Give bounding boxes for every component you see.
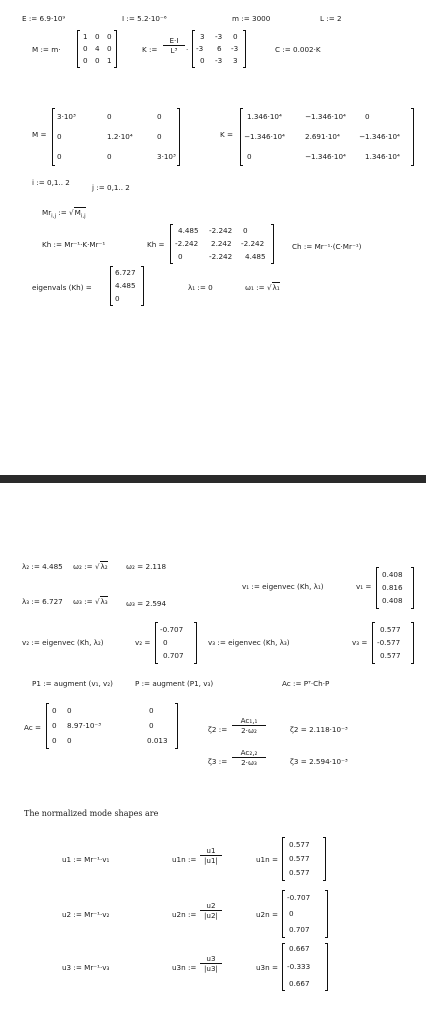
vector-cell: 0.408 xyxy=(382,570,403,579)
matrix-cell: -3 xyxy=(215,56,223,65)
Kh-definition: Kh := Mr⁻¹·K·Mr⁻¹ xyxy=(42,240,106,249)
M-value-matrix xyxy=(52,108,180,166)
matrix-cell: 0 xyxy=(57,132,62,141)
zeta3-assign-label: ζ3 := xyxy=(208,757,228,766)
vector-cell: -0.707 xyxy=(160,625,184,634)
omega2-value: ω₂ = 2.118 xyxy=(126,562,167,571)
matrix-cell: 3·10³ xyxy=(157,152,176,161)
u3n-vector xyxy=(282,943,328,991)
matrix-cell: 0 xyxy=(95,56,100,65)
matrix-cell: −1.346·10⁴ xyxy=(305,112,346,121)
zeta3-numerator: Ac₂,₂ xyxy=(232,748,266,758)
lambda2-definition: λ₂ := 4.485 xyxy=(22,562,63,571)
K-numerator: E·I xyxy=(163,36,185,46)
v2-value-label: v₂ = xyxy=(135,638,151,647)
zeta2-denominator: 2·ω₂ xyxy=(241,726,257,735)
K-assign-label: K := xyxy=(142,45,158,54)
matrix-cell: 1.346·10⁴ xyxy=(247,112,282,121)
matrix-cell: 1 xyxy=(83,32,88,41)
normalized-mode-shapes-text: The normalized mode shapes are xyxy=(24,809,159,818)
v3-definition: v₃ := eigenvec (Kh, λ₃) xyxy=(208,638,290,647)
matrix-cell: −1.346·10⁴ xyxy=(359,132,400,141)
matrix-cell: 4.485 xyxy=(178,226,199,235)
K-shape-matrix xyxy=(192,30,246,68)
v3-value-label: v₃ = xyxy=(352,638,368,647)
Mr-radicand: $M_{i,j}$ xyxy=(74,208,86,220)
u3n-value-label: u3n = xyxy=(256,963,278,972)
sqrt-symbol: √ xyxy=(266,283,272,292)
u1n-fraction xyxy=(200,846,222,865)
vector-cell: 0.577 xyxy=(289,840,310,849)
M-shape-matrix xyxy=(77,30,117,68)
matrix-cell: 0 xyxy=(157,112,162,121)
matrix-cell: -3 xyxy=(215,32,223,41)
v1-vector xyxy=(376,567,414,609)
I-definition: I := 5.2·10⁻⁶ xyxy=(122,14,167,23)
matrix-cell: -3 xyxy=(196,44,204,53)
matrix-cell: 3·10³ xyxy=(57,112,76,121)
lambda1-definition: λ₁ := 0 xyxy=(188,283,213,292)
u1-definition: u1 := Mr⁻¹·v₁ xyxy=(62,855,110,864)
zeta2-assign-label: ζ2 := xyxy=(208,725,228,734)
matrix-cell: 0 xyxy=(52,736,57,745)
m-definition: m := 3000 xyxy=(232,14,271,23)
matrix-cell: 3 xyxy=(200,32,205,41)
Kh-value-matrix xyxy=(170,224,274,264)
u2n-fraction xyxy=(200,901,222,920)
matrix-cell: 2.242 xyxy=(211,239,232,248)
omega3-definition xyxy=(73,597,108,606)
K-value-matrix xyxy=(240,108,414,166)
vector-cell: -0.577 xyxy=(377,638,401,647)
Mr-definition xyxy=(42,208,86,221)
matrix-cell: 2.691·10⁴ xyxy=(305,132,340,141)
K-denominator: L³ xyxy=(170,46,178,55)
M-value-label: M = xyxy=(32,130,47,139)
matrix-cell: 0 xyxy=(52,721,57,730)
Kh-value-label: Kh = xyxy=(147,240,165,249)
zeta3-denominator: 2·ω₃ xyxy=(241,758,257,767)
u3n-denominator: |u3| xyxy=(204,964,218,973)
u3-definition: u3 := Mr⁻¹·v₃ xyxy=(62,963,110,972)
Mr-subscript: i,j xyxy=(51,213,56,220)
vector-cell: 0.707 xyxy=(163,651,184,660)
L-definition: L := 2 xyxy=(320,14,342,23)
vector-cell: -0.707 xyxy=(287,893,311,902)
matrix-cell: 0.013 xyxy=(147,736,168,745)
u2n-assign-label: u2n := xyxy=(172,910,197,919)
vector-cell: 0.667 xyxy=(289,944,310,953)
matrix-cell: 6 xyxy=(217,44,222,53)
zeta3-fraction xyxy=(232,748,266,767)
matrix-cell: 4 xyxy=(95,44,100,53)
matrix-cell: -2.242 xyxy=(241,239,265,248)
vector-cell: 0.816 xyxy=(382,583,403,592)
matrix-cell: 8.97·10⁻³ xyxy=(67,721,102,730)
vector-cell: 0.577 xyxy=(289,854,310,863)
u2n-denominator: |u2| xyxy=(204,911,218,920)
vector-cell: 6.727 xyxy=(115,268,136,277)
u1n-vector xyxy=(282,837,326,881)
vector-cell: 0.408 xyxy=(382,596,403,605)
Ac-definition: Ac := Pᵀ·Ch·P xyxy=(282,679,330,688)
vector-cell: 0 xyxy=(163,638,168,647)
matrix-cell: 0 xyxy=(67,706,72,715)
matrix-cell: 0 xyxy=(57,152,62,161)
j-range: j := 0,1.. 2 xyxy=(92,183,130,192)
matrix-cell: -2.242 xyxy=(175,239,199,248)
zeta2-fraction xyxy=(232,716,266,735)
omega3-assign: ω₃ := xyxy=(73,597,93,606)
matrix-cell: 0 xyxy=(67,736,72,745)
vector-cell: 0.707 xyxy=(289,925,310,934)
omega2-definition xyxy=(73,562,108,571)
matrix-cell: 0 xyxy=(83,56,88,65)
omega1-radicand: λ₁ xyxy=(272,283,280,292)
matrix-cell: 0 xyxy=(107,44,112,53)
u1n-assign-label: u1n := xyxy=(172,855,197,864)
matrix-cell: 0 xyxy=(178,252,183,261)
vector-cell: 0.577 xyxy=(380,651,401,660)
u2-definition: u2 := Mr⁻¹·v₂ xyxy=(62,910,110,919)
i-range: i := 0,1.. 2 xyxy=(32,178,70,187)
E-definition: E := 6.9·10⁹ xyxy=(22,14,66,23)
K-fraction xyxy=(163,36,185,55)
matrix-cell: −1.346·10⁴ xyxy=(305,152,346,161)
lambda3-definition: λ₃ := 6.727 xyxy=(22,597,63,606)
matrix-cell: 0 xyxy=(149,706,154,715)
matrix-cell: 0 xyxy=(107,32,112,41)
page-separator xyxy=(0,475,426,483)
u2n-value-label: u2n = xyxy=(256,910,278,919)
vector-cell: -0.333 xyxy=(287,962,311,971)
P1-definition: P1 := augment (v₁, v₂) xyxy=(32,679,113,688)
M-assign-label: M := m· xyxy=(32,45,61,54)
sqrt-symbol: √ xyxy=(69,208,74,217)
matrix-cell: 4.485 xyxy=(245,252,266,261)
matrix-cell: 1 xyxy=(107,56,112,65)
vector-cell: 0.667 xyxy=(289,979,310,988)
matrix-cell: 1.346·10⁴ xyxy=(365,152,400,161)
matrix-cell: 0 xyxy=(52,706,57,715)
C-definition: C := 0.002·K xyxy=(275,45,321,54)
u3n-numerator: u3 xyxy=(200,954,222,964)
vector-cell: 0 xyxy=(289,909,294,918)
matrix-cell: 0 xyxy=(157,132,162,141)
matrix-cell: 0 xyxy=(200,56,205,65)
v2-definition: v₂ := eigenvec (Kh, λ₂) xyxy=(22,638,104,647)
matrix-cell: 1.2·10⁴ xyxy=(107,132,133,141)
omega2-radicand: λ₂ xyxy=(100,562,108,571)
u1n-numerator: u1 xyxy=(200,846,222,856)
matrix-cell: 0 xyxy=(83,44,88,53)
Ac-value-label: Ac = xyxy=(24,723,42,732)
K-multiply: · xyxy=(186,45,189,54)
vector-cell: 4.485 xyxy=(115,281,136,290)
u3n-fraction xyxy=(200,954,222,973)
Ac-value-matrix xyxy=(46,703,178,749)
zeta3-value: ζ3 = 2.594·10⁻³ xyxy=(290,757,348,766)
u3n-assign-label: u3n := xyxy=(172,963,197,972)
matrix-cell: 0 xyxy=(365,112,370,121)
v3-vector xyxy=(372,622,414,664)
u1n-value-label: u1n = xyxy=(256,855,278,864)
matrix-cell: 0 xyxy=(95,32,100,41)
matrix-cell: -3 xyxy=(231,44,239,53)
sqrt-symbol: √ xyxy=(94,597,100,606)
Mr-symbol: Mr xyxy=(42,208,52,217)
Ch-definition: Ch := Mr⁻¹·(C·Mr⁻¹) xyxy=(292,242,362,251)
matrix-cell: 0 xyxy=(107,112,112,121)
matrix-cell: -2.242 xyxy=(209,252,233,261)
eigenvals-label: eigenvals (Kh) = xyxy=(32,283,92,292)
matrix-cell: 0 xyxy=(233,32,238,41)
matrix-cell: 0 xyxy=(149,721,154,730)
matrix-cell: 0 xyxy=(107,152,112,161)
v2-vector xyxy=(155,622,197,664)
v1-definition: v₁ := eigenvec (Kh, λ₁) xyxy=(242,582,324,591)
sqrt-symbol: √ xyxy=(94,562,100,571)
eigenvals-vector xyxy=(110,266,144,306)
omega1-definition xyxy=(245,283,280,292)
v1-value-label: v₁ = xyxy=(356,582,372,591)
matrix-cell: −1.346·10⁴ xyxy=(244,132,285,141)
matrix-cell: 0 xyxy=(243,226,248,235)
Mr-assign: := xyxy=(58,208,67,217)
zeta2-value: ζ2 = 2.118·10⁻³ xyxy=(290,725,348,734)
matrix-cell: 3 xyxy=(233,56,238,65)
u2n-numerator: u2 xyxy=(200,901,222,911)
vector-cell: 0.577 xyxy=(380,625,401,634)
u2n-vector xyxy=(282,890,328,938)
u1n-denominator: |u1| xyxy=(204,856,218,865)
omega1-assign: ω₁ := xyxy=(245,283,265,292)
vector-cell: 0 xyxy=(115,294,120,303)
matrix-cell: 0 xyxy=(247,152,252,161)
omega3-value: ω₃ = 2.594 xyxy=(126,599,167,608)
K-value-label: K = xyxy=(220,130,234,139)
P-definition: P := augment (P1, v₃) xyxy=(135,679,214,688)
vector-cell: 0.577 xyxy=(289,868,310,877)
omega2-assign: ω₂ := xyxy=(73,562,93,571)
omega3-radicand: λ₃ xyxy=(100,597,108,606)
matrix-cell: -2.242 xyxy=(209,226,233,235)
zeta2-numerator: Ac₁,₁ xyxy=(232,716,266,726)
